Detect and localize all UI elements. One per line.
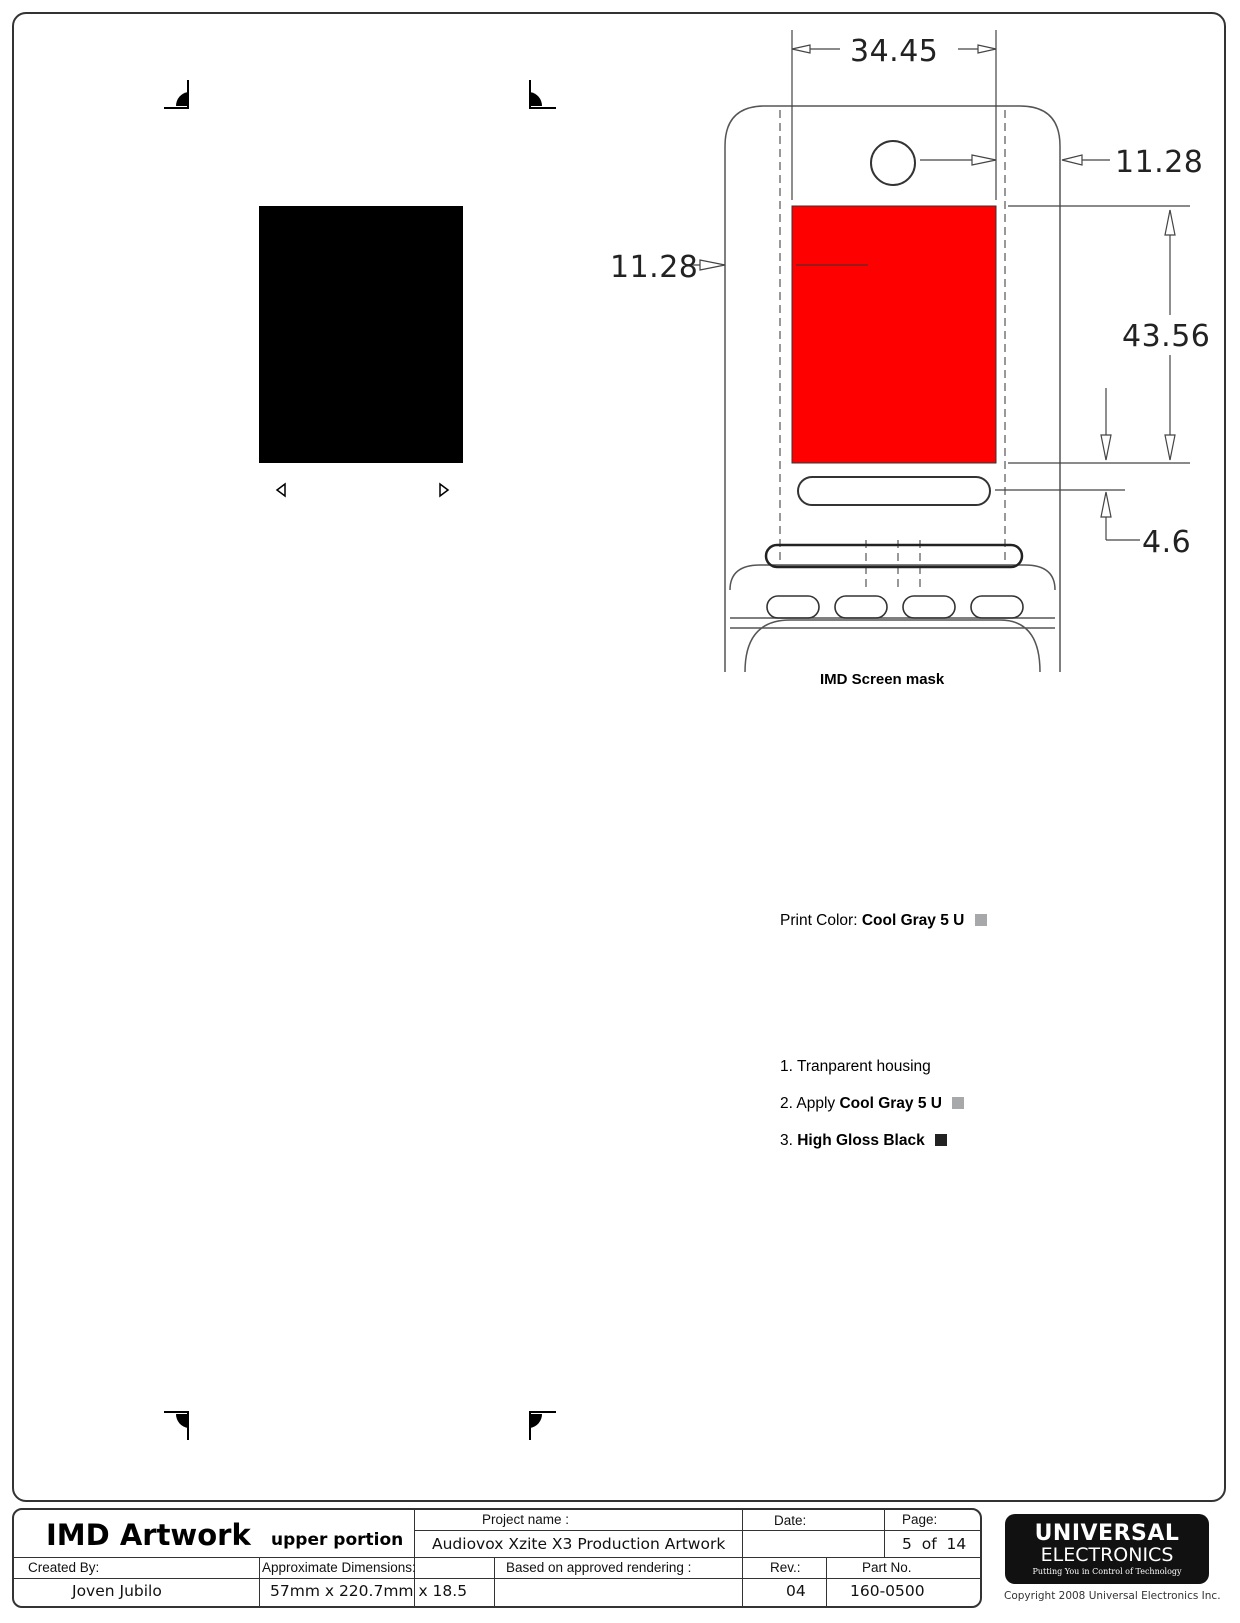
based-label: Based on approved rendering :	[506, 1560, 692, 1575]
speaker-slot	[798, 477, 990, 505]
title: IMD Artwork	[46, 1518, 251, 1552]
created-label: Created By:	[28, 1560, 100, 1575]
artwork-black-panel	[259, 206, 463, 463]
dim-top-width: 34.45	[850, 34, 939, 69]
logo-line-1: UNIVERSAL	[1034, 1521, 1180, 1546]
note-3-text: 3.	[780, 1132, 798, 1149]
print-color-note	[780, 912, 987, 930]
bar-rail	[766, 545, 1022, 567]
note-2-text: 2. Apply	[780, 1095, 840, 1112]
title-block	[12, 1508, 982, 1608]
dim-gap: 4.6	[1142, 525, 1192, 560]
subtitle: upper portion	[271, 1530, 404, 1550]
part-label: Part No.	[862, 1560, 912, 1575]
crop-mark-top-right	[530, 80, 556, 108]
date-label: Date:	[774, 1513, 807, 1528]
key-2	[835, 596, 887, 618]
rev-value: 04	[786, 1582, 806, 1600]
left-triangle-marker	[277, 484, 285, 496]
logo-line-2: ELECTRONICS	[1040, 1544, 1174, 1566]
rev-label: Rev.:	[770, 1560, 801, 1575]
cool-gray-swatch	[975, 914, 987, 926]
copyright-text: Copyright 2008 Universal Electronics Inc.	[1004, 1590, 1221, 1602]
company-logo	[1005, 1514, 1209, 1584]
part-value: 160-0500	[850, 1582, 925, 1600]
key-3	[903, 596, 955, 618]
key-1	[767, 596, 819, 618]
camera-hole	[871, 141, 915, 185]
logo-tagline: Putting You in Control of Technology	[1032, 1567, 1182, 1576]
note-1-text: 1. Tranparent housing	[780, 1058, 931, 1075]
dims-value: 57mm x 220.7mm x 18.5	[270, 1582, 468, 1600]
project-value: Audiovox Xzite X3 Production Artwork	[432, 1535, 726, 1553]
print-color-label: Print Color:	[780, 912, 858, 929]
cool-gray-swatch-2	[952, 1097, 964, 1109]
page-value: 5 of 14	[902, 1535, 967, 1553]
project-label: Project name :	[482, 1512, 570, 1527]
screen-mask-red	[792, 206, 996, 463]
page-label: Page:	[902, 1512, 938, 1527]
crop-mark-top-left	[164, 80, 188, 108]
key-4	[971, 596, 1023, 618]
dim-height: 43.56	[1122, 319, 1211, 354]
dims-label: Approximate Dimensions:	[262, 1560, 416, 1575]
right-triangle-marker	[440, 484, 448, 496]
dim-right-offset: 11.28	[1115, 145, 1204, 180]
note-3-bold: High Gloss Black	[797, 1132, 925, 1149]
note-2	[780, 1095, 964, 1113]
black-swatch	[935, 1134, 947, 1146]
created-value: Joven Jubilo	[72, 1582, 162, 1600]
dim-left-offset: 11.28	[610, 250, 699, 285]
crop-mark-bottom-left	[164, 1412, 188, 1440]
note-1	[780, 1058, 931, 1076]
mask-caption: IMD Screen mask	[820, 671, 945, 688]
print-color-value: Cool Gray 5 U	[861, 912, 965, 929]
note-3	[780, 1132, 947, 1150]
note-2-bold: Cool Gray 5 U	[839, 1095, 942, 1112]
crop-mark-bottom-right	[530, 1412, 556, 1440]
